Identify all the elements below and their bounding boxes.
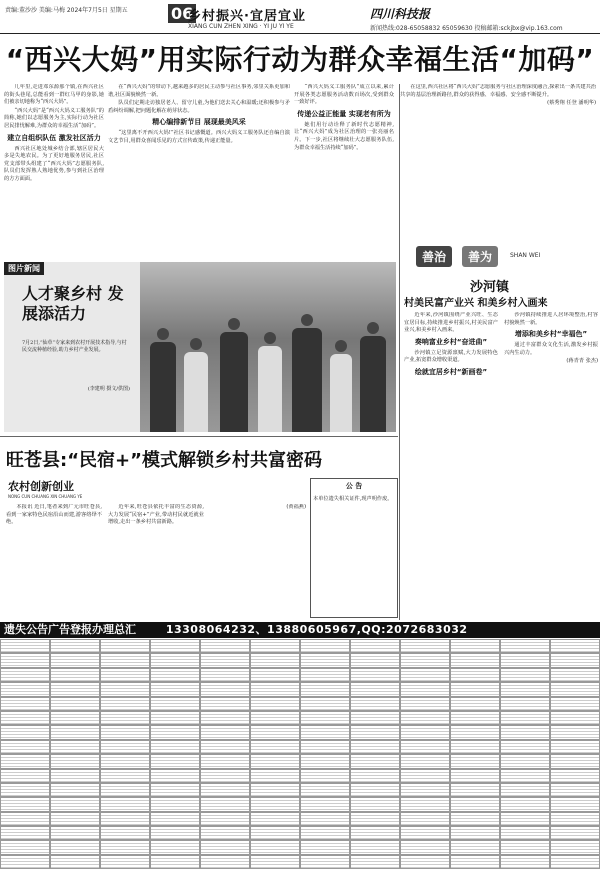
classified-ad-cell — [50, 783, 100, 797]
classified-ad-cell — [350, 653, 400, 667]
classified-ad-cell — [400, 653, 450, 667]
classified-ad-cell — [350, 826, 400, 840]
classified-ad-cell — [300, 797, 350, 811]
classified-ad-cell — [250, 682, 300, 696]
photo-caption: 7月2日,“仙草”专家来到农村开展技术指导,与村民交流种植经验,助力乡村产业发展。 — [22, 340, 127, 353]
classified-ad-cell — [350, 639, 400, 653]
classified-ad-cell — [100, 740, 150, 754]
classified-ad-cell — [500, 783, 550, 797]
classified-ad-cell — [100, 668, 150, 682]
classified-ad-cell — [550, 711, 600, 725]
classified-ad-cell — [150, 711, 200, 725]
classified-ad-cell — [300, 639, 350, 653]
classified-ad-cell — [100, 797, 150, 811]
classified-ad-cell — [450, 840, 500, 854]
classified-ad-cell — [50, 639, 100, 653]
newspaper-logo: 四川科技报 — [370, 7, 431, 21]
column-divider — [399, 84, 400, 620]
classified-ad-cell — [250, 797, 300, 811]
sidebar-paragraph: 通过丰富群众文化生活,激发乡村振兴内生动力。 — [504, 342, 598, 356]
classified-ad-cell — [400, 826, 450, 840]
photo-news-tag: 图片新闻 — [4, 262, 44, 275]
classified-ad-cell — [150, 769, 200, 783]
classified-ad-cell — [550, 812, 600, 826]
sidebar-subhead: 绘就宜居乡村“新画卷” — [414, 367, 488, 376]
classified-ad-cell — [450, 855, 500, 869]
classified-ad-cell — [500, 711, 550, 725]
section-divider — [0, 436, 398, 437]
classified-ad-cell — [0, 653, 50, 667]
classified-ad-cell — [500, 812, 550, 826]
sidebar-paragraph: 近年来,沙河镇围绕产业兴旺、生态宜居目标,持续推进乡村振兴,村美民富产业兴,和美乡村入画来。 — [404, 312, 498, 334]
classified-ad-cell — [200, 783, 250, 797]
sidebar-credit: (蒋青青 张杰) — [566, 358, 598, 365]
classified-ad-cell — [150, 812, 200, 826]
classified-ad-cell — [200, 826, 250, 840]
classified-ad-cell — [400, 812, 450, 826]
mid-subhead: 精心编排新节目 展现最美风采 — [152, 118, 246, 127]
classified-ad-cell — [200, 812, 250, 826]
classified-ad-cell — [550, 783, 600, 797]
classified-ad-cell — [500, 653, 550, 667]
classified-ad-cell — [350, 682, 400, 696]
page-number: 06 — [168, 4, 196, 23]
mid-paragraph: 队员们定期走访独居老人、留守儿童,为他们送去关心和温暖;还积极参与矛盾纠纷调解,把问题化解在萌芽状态。 — [108, 100, 290, 114]
badge-label: SHAN WEI — [510, 252, 541, 259]
classified-ad-cell — [0, 740, 50, 754]
classified-ad-cell — [200, 711, 250, 725]
classified-ad-cell — [200, 653, 250, 667]
right-paragraph: 她们用行动诠释了新时代志愿精神,让“西兴大妈”成为社区治理的一张亮丽名片。下一步,社区将继续壮大志愿服务队伍,为群众幸福生活持续“加码”。 — [294, 121, 394, 151]
classified-ad-cell — [550, 725, 600, 739]
rural-innovation-logo: 农村创新创业 — [8, 480, 74, 493]
classified-ad-cell — [500, 754, 550, 768]
far-right-column — [400, 84, 596, 244]
classified-ad-cell — [250, 769, 300, 783]
classified-ad-cell — [150, 682, 200, 696]
classified-ad-cell — [350, 769, 400, 783]
classified-ad-cell — [100, 783, 150, 797]
classified-ad-cell — [0, 682, 50, 696]
classified-ad-cell — [550, 697, 600, 711]
classified-ad-cell — [500, 740, 550, 754]
classified-ad-cell — [50, 797, 100, 811]
notice-title: 公 告 — [345, 482, 363, 490]
classified-ad-cell — [50, 826, 100, 840]
classified-ad-cell — [250, 812, 300, 826]
main-headline: “西兴大妈”用实际行动为群众幸福生活“加码” — [5, 43, 595, 76]
classified-ad-cell — [250, 697, 300, 711]
classified-ad-cell — [50, 812, 100, 826]
classified-ad-cell — [350, 754, 400, 768]
classified-ad-cell — [300, 754, 350, 768]
classified-ad-cell — [550, 797, 600, 811]
classified-ad-cell — [100, 754, 150, 768]
classified-ad-cell — [150, 668, 200, 682]
sidebar-story-body — [404, 312, 598, 618]
classified-ad-cell — [450, 682, 500, 696]
mid-column — [108, 84, 290, 254]
classified-ad-cell — [550, 740, 600, 754]
classified-ad-cell — [550, 754, 600, 768]
bottom-story-title: 旺苍县:“民宿+”模式解锁乡村共富密码 — [6, 450, 322, 471]
ad-banner-phones: 13308064232、13880605967,QQ:2072683032 — [165, 623, 468, 636]
classified-ad-cell — [350, 711, 400, 725]
classified-ad-cell — [500, 855, 550, 869]
sidebar-paragraph: 沙河镇立足资源禀赋,大力发展特色产业,拓宽群众增收渠道。 — [404, 349, 498, 364]
classified-ad-cell — [350, 797, 400, 811]
classified-ad-cell — [300, 812, 350, 826]
classified-ad-cell — [100, 769, 150, 783]
classified-ad-cell — [200, 769, 250, 783]
classified-ad-cell — [550, 668, 600, 682]
classified-ad-cell — [250, 653, 300, 667]
classified-ad-cell — [350, 783, 400, 797]
classified-ad-cell — [500, 682, 550, 696]
classified-ad-cell — [300, 769, 350, 783]
classified-ad-cell — [450, 826, 500, 840]
classified-ad-cell — [200, 697, 250, 711]
classified-ad-cell — [50, 668, 100, 682]
classified-ad-cell — [250, 668, 300, 682]
classified-ad-cell — [200, 840, 250, 854]
classified-ad-cell — [100, 653, 150, 667]
classified-ad-cell — [150, 639, 200, 653]
classified-ad-cell — [50, 740, 100, 754]
sidebar-story-subtitle: 村美民富产业兴 和美乡村入画来 — [404, 298, 548, 309]
sidebar-subhead: 增添和美乡村“幸福色” — [514, 330, 588, 339]
classified-ad-cell — [400, 725, 450, 739]
classified-ad-cell — [100, 711, 150, 725]
classified-ad-banner — [0, 622, 600, 638]
classified-ad-cell — [50, 855, 100, 869]
classified-ad-cell — [150, 740, 200, 754]
masthead — [0, 0, 600, 34]
classified-ad-cell — [250, 639, 300, 653]
classified-ad-cell — [350, 697, 400, 711]
classified-ad-cell — [450, 668, 500, 682]
right-paragraph: “西兴大妈义工服务队”成立以来,累计开展各类志愿服务活动数百场次,受到群众一致好评。 — [294, 84, 394, 106]
bottom-credit: (黄福燕) — [286, 504, 306, 510]
classified-ad-cell — [300, 668, 350, 682]
photo-credit: (李建明 摄文/供图) — [87, 386, 130, 392]
classified-ad-cell — [0, 797, 50, 811]
classified-ad-cell — [0, 840, 50, 854]
classified-ad-cell — [250, 826, 300, 840]
classified-ad-cell — [100, 639, 150, 653]
classified-ad-cell — [550, 855, 600, 869]
classified-ad-cell — [100, 682, 150, 696]
classified-ad-cell — [300, 653, 350, 667]
lead-paragraph: 几年里,走进邓东源那个镇,在西兴社区的街头巷尾,总能看到一群红马甲的身影,她们被亲切地称为“西兴大妈”。 — [4, 84, 104, 106]
classified-ad-cell — [500, 797, 550, 811]
editor-line: 责编:董沙沙 美编:马梅 2024年7月5日 星期五 — [5, 7, 128, 14]
classified-ad-cell — [250, 840, 300, 854]
bottom-story-body — [6, 504, 306, 620]
classified-ad-cell — [200, 855, 250, 869]
classified-ad-cell — [0, 855, 50, 869]
classified-ad-cell — [300, 840, 350, 854]
classified-ad-cell — [100, 840, 150, 854]
badge-shanzhi: 善治 — [416, 246, 452, 267]
classified-ad-cell — [0, 783, 50, 797]
sidebar-paragraph: 沙河镇持续推进人居环境整治,村容村貌焕然一新。 — [504, 312, 598, 326]
classified-ad-cell — [400, 697, 450, 711]
classified-ad-cell — [400, 783, 450, 797]
classified-ad-cell — [0, 754, 50, 768]
classified-ad-cell — [0, 769, 50, 783]
classified-ad-cell — [150, 826, 200, 840]
section-title: 乡村振兴·宜居宜业 — [188, 9, 306, 24]
right-column — [294, 84, 394, 254]
mid-paragraph: 在“西兴大妈”的带动下,越来越多的居民主动参与社区事务,邻里关系更加和谐,社区面貌焕然一新。 — [108, 84, 290, 98]
classified-ad-cell — [50, 725, 100, 739]
classified-ad-cell — [500, 769, 550, 783]
classified-ad-cell — [0, 826, 50, 840]
classified-ad-cell — [200, 754, 250, 768]
notice-box — [310, 478, 398, 618]
classified-ad-cell — [350, 855, 400, 869]
lead-column — [4, 84, 104, 254]
classified-ad-cell — [300, 697, 350, 711]
classified-ad-cell — [550, 653, 600, 667]
classified-ad-cell — [150, 653, 200, 667]
lead-paragraph: “西兴大妈”是“西兴大妈义工服务队”的简称,她们以志愿服务为主,实际行动为社区居民排忧解难,为群众的幸福生活“加码”。 — [4, 107, 104, 129]
classified-ad-cell — [200, 797, 250, 811]
classified-ad-cell — [450, 754, 500, 768]
classified-ad-cell — [0, 668, 50, 682]
section-pinyin: XIANG CUN ZHEN XING · YI JU YI YE — [188, 23, 294, 30]
classified-ad-cell — [200, 668, 250, 682]
classified-ad-cell — [450, 697, 500, 711]
classified-ad-cell — [450, 725, 500, 739]
classified-ad-cell — [400, 639, 450, 653]
classified-ad-cell — [350, 740, 400, 754]
classified-ad-cell — [150, 840, 200, 854]
classified-ad-cell — [300, 725, 350, 739]
notice-text: 本单位遗失相关证件,现声明作废。 — [313, 496, 393, 502]
classified-ad-cell — [100, 855, 150, 869]
classified-ad-cell — [50, 769, 100, 783]
classified-ad-cell — [450, 711, 500, 725]
classified-ad-cell — [300, 740, 350, 754]
classified-ad-cell — [300, 682, 350, 696]
classified-ad-cell — [200, 740, 250, 754]
classified-ad-cell — [50, 697, 100, 711]
classified-ad-cell — [550, 639, 600, 653]
classified-ad-cell — [200, 725, 250, 739]
classified-ad-cell — [400, 855, 450, 869]
far-right-byline: (蔡秀翔 任登 潘明华) — [547, 100, 596, 107]
classified-ad-cell — [500, 725, 550, 739]
lead-paragraph: 西兴社区地处城乡结合部,辖区居民大多是失地农民。为了更好地服务居民,社区党支部带头组建了“西兴大妈”志愿服务队,队员们发挥熟人熟地优势,参与到社区治理的方方面面。 — [4, 145, 104, 182]
contact-line: 新闻热线:028-65058832 65059630 投稿邮箱:sckjbx@vip.163.com — [370, 25, 563, 32]
ad-banner-label: 遗失公告广告登报办理总汇 — [4, 623, 136, 636]
classified-ad-cell — [150, 697, 200, 711]
classified-ad-cell — [150, 855, 200, 869]
classified-ad-cell — [250, 725, 300, 739]
classified-ad-cell — [400, 754, 450, 768]
classified-ad-cell — [350, 812, 400, 826]
classified-ad-cell — [400, 769, 450, 783]
classified-ad-cell — [150, 783, 200, 797]
classified-ad-cell — [500, 840, 550, 854]
classified-ad-cell — [0, 711, 50, 725]
sidebar-story-title: 沙河镇 — [470, 280, 510, 295]
classified-ad-cell — [150, 725, 200, 739]
sidebar-subhead: 奏响富业乡村“奋进曲” — [414, 337, 488, 346]
classified-ad-cell — [450, 639, 500, 653]
classified-ad-cell — [200, 639, 250, 653]
classified-ad-cell — [500, 668, 550, 682]
classified-ad-cell — [300, 711, 350, 725]
classified-ad-cell — [250, 740, 300, 754]
classified-ads-grid — [0, 639, 600, 870]
classified-ad-cell — [450, 812, 500, 826]
classified-ad-cell — [450, 769, 500, 783]
classified-ad-cell — [0, 639, 50, 653]
classified-ad-cell — [300, 783, 350, 797]
classified-ad-cell — [100, 812, 150, 826]
classified-ad-cell — [500, 697, 550, 711]
photo-feature-title: 人才聚乡村 发展添活力 — [22, 284, 124, 323]
classified-ad-cell — [500, 639, 550, 653]
classified-ad-cell — [250, 855, 300, 869]
classified-ad-cell — [550, 769, 600, 783]
mid-paragraph: “这里离不开西兴大妈!”社区书记感慨道。西兴大妈义工服务队还自编自演文艺节目,用群众喜闻乐见的方式宣传政策,传递正能量。 — [108, 130, 290, 144]
classified-ad-cell — [450, 783, 500, 797]
lead-subhead: 建立自组织队伍 激发社区活力 — [7, 133, 101, 142]
classified-ad-cell — [50, 653, 100, 667]
classified-ad-cell — [300, 826, 350, 840]
classified-ad-cell — [350, 840, 400, 854]
bottom-paragraph: 本报讯 近日,笔者来到广元市旺苍县,看到一家家特色民宿沿山而建,游客络绎不绝。 — [6, 504, 102, 526]
classified-ad-cell — [50, 711, 100, 725]
classified-ad-cell — [400, 682, 450, 696]
classified-ad-cell — [450, 797, 500, 811]
classified-ad-cell — [400, 711, 450, 725]
news-photo — [140, 262, 396, 432]
rural-innovation-pinyin: NONG CUN CHUANG XIN CHUANG YE — [8, 494, 83, 499]
classified-ad-cell — [50, 840, 100, 854]
classified-ad-cell — [350, 668, 400, 682]
classified-ad-cell — [400, 668, 450, 682]
classified-ad-cell — [0, 725, 50, 739]
classified-ad-cell — [350, 725, 400, 739]
far-right-paragraph: 在这里,西兴社区将“西兴大妈”志愿服务与社区治理深度融合,探索出一条共建共治共享的基层治理新路径,群众的获得感、幸福感、安全感不断提升。 — [400, 84, 596, 98]
classified-ad-cell — [500, 826, 550, 840]
classified-ad-cell — [400, 797, 450, 811]
classified-ad-cell — [550, 840, 600, 854]
right-subhead: 传递公益正能量 实现老有所为 — [297, 109, 391, 118]
classified-ad-cell — [550, 826, 600, 840]
classified-ad-cell — [250, 783, 300, 797]
classified-ad-cell — [400, 740, 450, 754]
classified-ad-cell — [100, 725, 150, 739]
classified-ad-cell — [50, 682, 100, 696]
classified-ad-cell — [450, 740, 500, 754]
classified-ad-cell — [300, 855, 350, 869]
classified-ad-cell — [250, 754, 300, 768]
classified-ad-cell — [0, 697, 50, 711]
classified-ad-cell — [150, 754, 200, 768]
badge-shanwei: 善为 — [462, 246, 498, 267]
classified-ad-cell — [450, 653, 500, 667]
classified-ad-cell — [550, 682, 600, 696]
classified-ad-cell — [200, 682, 250, 696]
classified-ad-cell — [100, 697, 150, 711]
bottom-paragraph: 近年来,旺苍县依托丰富的生态资源,大力发展“民宿+”产业,带动村民就近就业增收,走出一条乡村共富新路。 — [108, 504, 204, 526]
classified-ad-cell — [400, 840, 450, 854]
classified-ad-cell — [0, 812, 50, 826]
classified-ad-cell — [100, 826, 150, 840]
classified-ad-cell — [150, 797, 200, 811]
classified-ad-cell — [50, 754, 100, 768]
classified-ad-cell — [250, 711, 300, 725]
